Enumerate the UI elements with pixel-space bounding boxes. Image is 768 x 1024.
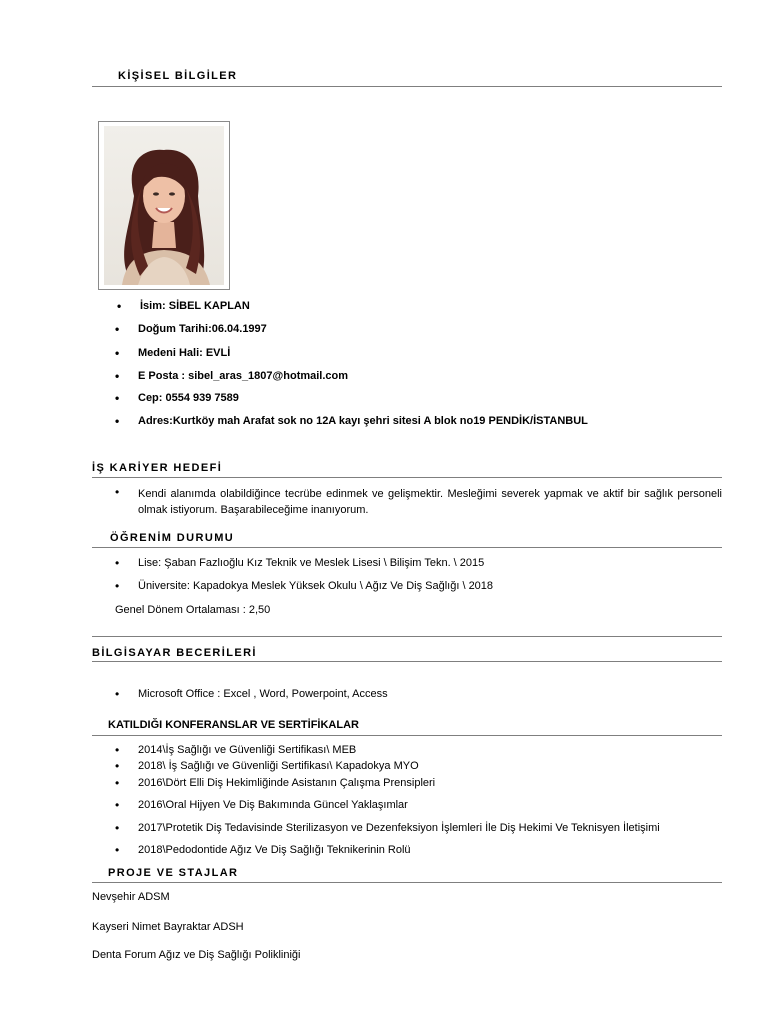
personal-marital-status: • Medeni Hali: EVLİ [115, 346, 231, 360]
bullet-icon: • [115, 322, 120, 336]
section-divider [92, 86, 722, 87]
bullet-icon: • [115, 369, 120, 383]
education-item-university: • Üniversite: Kapadokya Meslek Yüksek Okulu \ Ağız Ve Diş Sağlığı \ 2018 [115, 579, 494, 593]
section-divider [92, 547, 722, 548]
bullet-icon: • [115, 821, 120, 835]
profile-photo [104, 126, 224, 285]
section-title-projects: PROJE VE STAJLAR [108, 867, 239, 879]
bullet-icon: • [115, 346, 120, 360]
conference-item: • 2016\Dört Elli Diş Hekimliğinde Asistanın Çalışma Prensipleri [115, 776, 436, 790]
bullet-icon: • [115, 743, 120, 757]
project-item: Nevşehir ADSM [92, 891, 170, 903]
bullet-icon: • [115, 687, 120, 701]
personal-name: • İsim: SİBEL KAPLAN [117, 299, 250, 313]
section-title-conferences: KATILDIĞI KONFERANSLAR VE SERTİFİKALAR [108, 719, 359, 731]
education-gpa: Genel Dönem Ortalaması : 2,50 [115, 604, 271, 616]
bullet-icon: • [115, 776, 120, 790]
personal-birthdate: • Doğum Tarihi:06.04.1997 [115, 322, 267, 336]
section-title-personal: KİŞİSEL BİLGİLER [118, 70, 238, 82]
education-item-highschool: • Lise: Şaban Fazlıoğlu Kız Teknik ve Meslek Lisesi \ Bilişim Tekn. \ 2015 [115, 556, 485, 570]
section-title-career: İŞ KARİYER HEDEFİ [92, 462, 223, 474]
bullet-icon: • [115, 759, 120, 773]
conference-item: • 2014\İş Sağlığı ve Güvenliği Sertifikası\ MEB [115, 743, 357, 757]
bullet-icon: • [115, 485, 120, 499]
conference-item: • 2016\Oral Hijyen Ve Diş Bakımında Güncel Yaklaşımlar [115, 798, 408, 812]
bullet-icon: • [117, 299, 122, 313]
computer-skill-item: • Microsoft Office : Excel , Word, Powerpoint, Access [115, 687, 388, 701]
section-title-education: ÖĞRENİM DURUMU [110, 532, 235, 544]
section-divider [92, 477, 722, 478]
project-item: Denta Forum Ağız ve Diş Sağlığı Polikliniği [92, 949, 301, 961]
personal-email: • E Posta : sibel_aras_1807@hotmail.com [115, 369, 349, 383]
conference-item: • 2018\ İş Sağlığı ve Güvenliği Sertifikası\ Kapadokya MYO [115, 759, 419, 773]
bullet-icon: • [115, 556, 120, 570]
bullet-icon: • [115, 579, 120, 593]
bullet-icon: • [115, 798, 120, 812]
section-divider [92, 882, 722, 883]
career-objective-text: Kendi alanımda olabildiğince tecrübe edinmek ve gelişmektir. Mesleğimi severek yapmak ve aktif bir sağlık personeli olmak istiyorum. Başarabileceğime inanıyorum. [138, 488, 722, 516]
personal-phone: • Cep: 0554 939 7589 [115, 391, 239, 405]
project-item: Kayseri Nimet Bayraktar ADSH [92, 921, 244, 933]
conference-item: • 2018\Pedodontide Ağız Ve Diş Sağlığı Teknikerinin Rolü [115, 843, 411, 857]
conference-item: • 2017\Protetik Diş Tedavisinde Sterilizasyon ve Dezenfeksiyon İşlemleri İle Diş Hekimi Ve Teknisyen İletişimi [115, 821, 660, 835]
bullet-icon: • [115, 391, 120, 405]
bullet-icon: • [115, 414, 120, 428]
section-divider-top [92, 636, 722, 637]
profile-photo-frame [98, 121, 230, 290]
section-divider [92, 661, 722, 662]
section-divider [92, 735, 722, 736]
personal-address: • Adres:Kurtköy mah Arafat sok no 12A kayı şehri sitesi A blok no19 PENDİK/İSTANBUL [115, 414, 588, 428]
section-title-computer: BİLGİSAYAR BECERİLERİ [92, 647, 257, 659]
portrait-illustration [104, 126, 224, 285]
bullet-icon: • [115, 843, 120, 857]
